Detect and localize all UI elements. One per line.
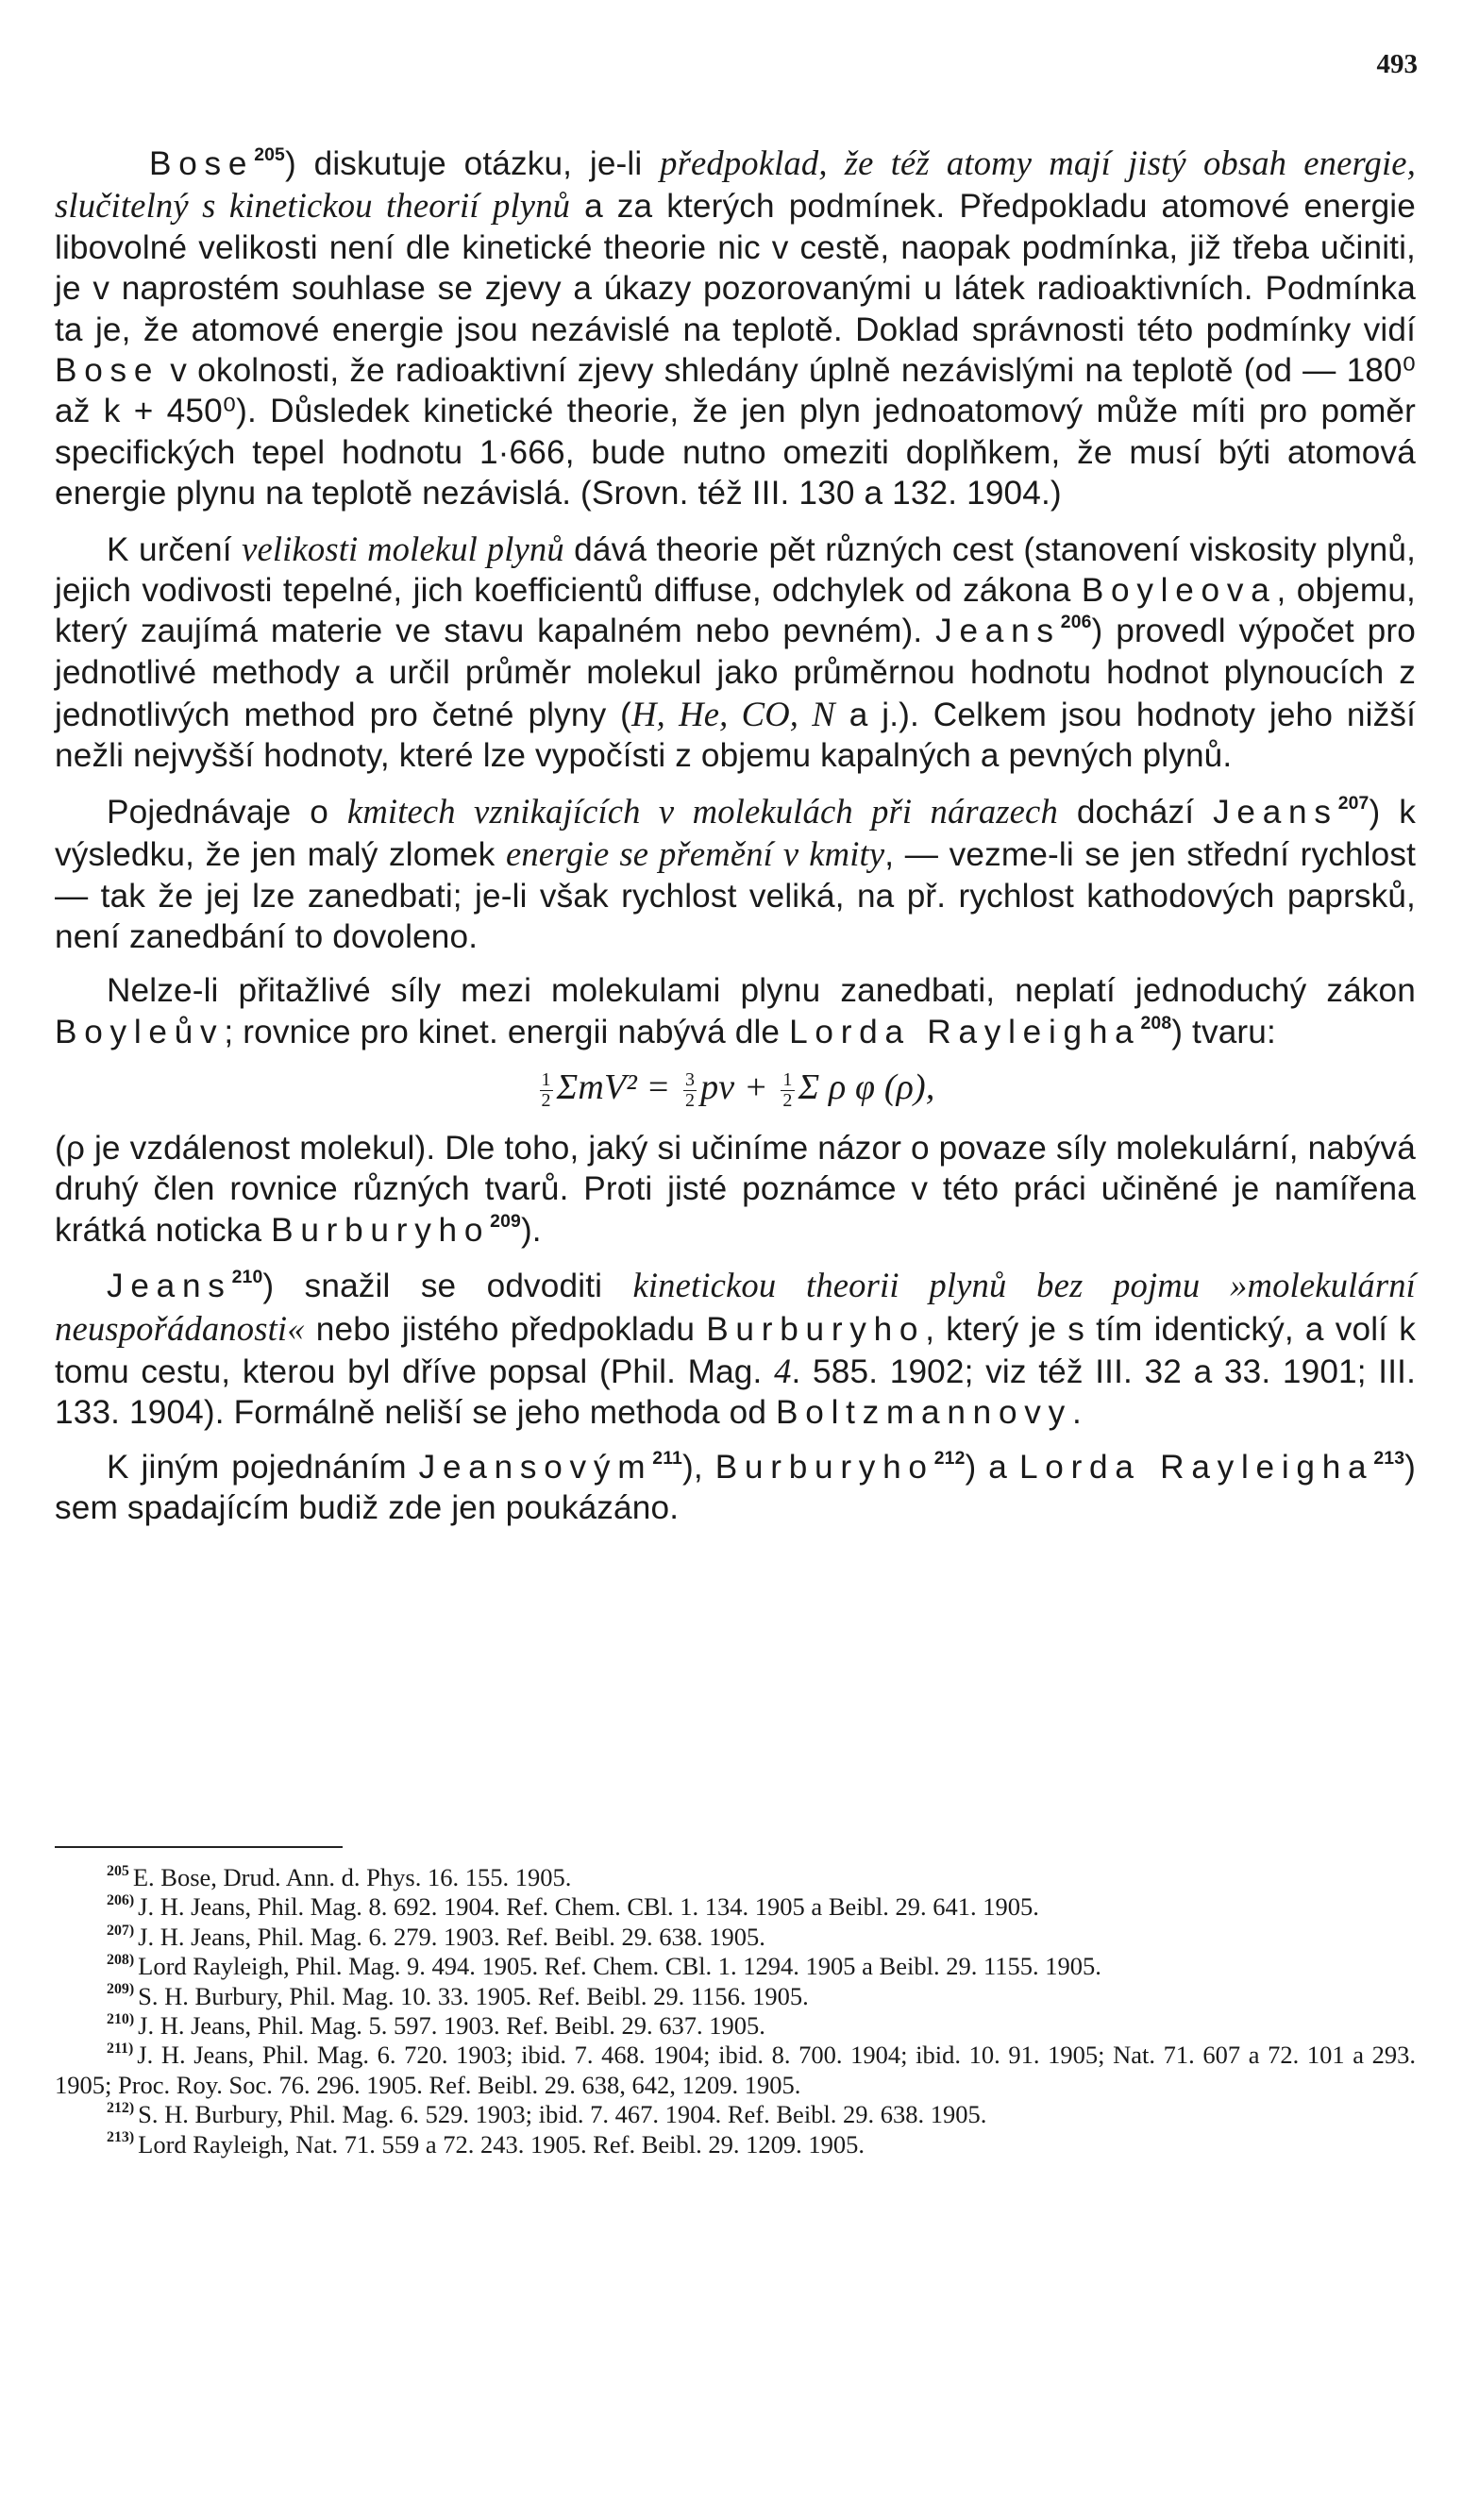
author-name: Lorda Rayleigha [789,1013,1141,1050]
text-run: . 585. 1902; viz též III. 32 a 33. 1901; III. 133. 1904). Formálně neliší se jeho methoda od [55,1352,1416,1432]
footnote-ref[interactable]: 210 [231,1267,263,1288]
footnote-number: 209) [107,1981,135,1998]
rayleigh-equation [55,1066,1416,1111]
paragraph-molecule-size [55,528,1416,777]
footnote-text: S. H. Burbury, Phil. Mag. 6. 529. 1903; ibid. 7. 467. 1904. Ref. Beibl. 29. 638. 1905. [138,2100,987,2129]
text-run: dává theorie pět různých cest (stanovení viskosity plynů, jejich vodivosti tepelné, jich koefficientů diffuse, odchylek od zákona [55,530,1416,609]
footnote-number: 211) [107,2041,134,2058]
author-name: Burburyho [271,1211,491,1249]
text-run: , — vezme-li se jen střední rychlost — tak že jej lze zanedbati; je-li však rychlost veliká, na př. rychlost kathodových paprsků, není zanedbání to dovoleno. [55,836,1417,956]
author-name: Jeans [107,1268,232,1305]
text-run: ), [681,1448,715,1486]
footnote-205 [55,1863,1416,1892]
footnote-213 [55,2130,1416,2159]
numerator: 3 [685,1068,696,1090]
author-name: Lorda Rayleigha [1018,1448,1374,1486]
paragraph-bose [55,142,1416,514]
author-name: Boltzmannovy [776,1394,1072,1432]
text-run: ) sem spadajícím budiž zde jen poukázáno. [55,1448,1416,1527]
text-run: a j.). Celkem jsou hodnoty jeho nižší nežli nejvyšší hodnoty, které lze vypočísti z objemu kapalných a pevných plynů. [55,697,1417,775]
paragraph-jeans-kinetic [55,1264,1416,1434]
equation-term: = [636,1067,680,1108]
footnote-209 [55,1982,1416,2011]
page-number: 493 [1376,49,1418,79]
footnote-number: 205 [107,1862,129,1879]
author-name: Jeans [935,613,1061,650]
paragraph-attractive-forces [55,970,1416,1052]
text-run: dochází [1057,793,1214,831]
text-run: ; rovnice pro kinet. energii nabývá dle [224,1013,790,1050]
footnote-207 [55,1923,1416,1952]
text-run: nebo jistého předpokladu [304,1310,707,1348]
footnote-212 [55,2100,1416,2129]
footnote-ref[interactable]: 213 [1373,1447,1405,1469]
footnote-ref[interactable]: 205 [254,143,285,165]
denominator: 2 [685,1089,696,1111]
emphasis: kinetickou theorii plynů bez pojmu »molekulární neuspořádanosti« [55,1266,1416,1348]
emphasis: 4 [774,1351,792,1390]
text-run: , který je s tím identický, a volí k tomu cestu, kterou byl dříve popsal (Phil. Mag. [55,1310,1416,1390]
footnote-ref[interactable]: 211 [652,1447,682,1469]
author-name: Boyleova [1081,571,1277,609]
numerator: 1 [782,1068,793,1090]
footnote-208 [55,1952,1416,1981]
text-run: Nelze-li přitažlivé síly mezi molekulami plynu zanedbati, neplatí jednoduchý zákon [107,972,1416,1010]
text-run: Pojednávaje o [107,793,347,831]
numerator: 1 [541,1068,551,1090]
text-run: ) provedl výpočet pro jednotlivé methody a určil průměr molekul jako průměrnou hodnotu hodnot plynoucích z jednotlivých method pro četné plyny ( [55,613,1416,734]
footnote-text: Lord Rayleigh, Phil. Mag. 9. 494. 1905. Ref. Chem. CBl. 1. 1294. 1905 a Beibl. 29. 1155. 1905. [138,1952,1101,1981]
text-run: ) k výsledku, že jen malý zlomek [55,793,1416,874]
footnote-text: S. H. Burbury, Phil. Mag. 10. 33. 1905. Ref. Beibl. 29. 1156. 1905. [138,1981,809,2010]
paragraph-other-works [55,1447,1416,1529]
emphasis: velikosti molekul plynů [242,529,564,568]
fraction [540,1070,553,1111]
text-run: a za kterých podmínek. Předpokladu atomové energie libovolné velikosti není dle kinetické theorie nic v cestě, naopak podmínka, již třeba učiniti, je v naprostém souhlase se zjevy a úkazy pozorovanými u látek radioaktivních. Podmínka ta je, že atomové energie jsou nezávislé na teplotě. Doklad správnosti této podmínky vidí [55,188,1416,348]
text-run: . [1071,1394,1082,1432]
author-name: Burburyho [706,1310,926,1348]
text-run: , objemu, který zaujímá materie ve stavu kapalném nebo pevném). [55,571,1416,650]
denominator: 2 [782,1089,793,1111]
footnote-text: Lord Rayleigh, Nat. 71. 559 a 72. 243. 1905. Ref. Beibl. 29. 1209. 1905. [138,2129,865,2159]
footnote-210 [55,2011,1416,2041]
text-run: ) a [965,1448,1019,1486]
text-run: (ρ je vzdálenost molekul). Dle toho, jaký si učiníme názor o povaze síly molekulární, nabývá druhý člen rovnice různých tvarů. Proti jisté poznámce v této práci učiněné je namířena krátká noticka [55,1129,1416,1249]
emphasis: předpoklad, že též atomy mají jistý obsah energie, slučitelný s kinetickou theorií plynů [55,143,1416,226]
denominator: 2 [541,1089,551,1111]
author-name: Burburyho [714,1448,934,1486]
paragraph-rho [55,1128,1416,1251]
text-run: K jiným pojednáním [107,1448,419,1486]
text-run: v okolnosti, že radioaktivní zjevy shledány úplně nezávislými na teplotě (od — 180⁰ až k + 450⁰). Důsledek kinetické theorie, že jen plyn jednoatomový může míti pro poměr specifických tepel hodnotu 1·666, bude nutno omeziti doplňkem, že musí býti atomová energie plynu na teplotě nezávislá. (Srovn. též III. 130 a 132. 1904.) [55,351,1416,512]
footnote-number: 206) [107,1892,135,1909]
equation-term: pv + [700,1067,778,1108]
footnote-211 [55,2041,1416,2100]
paragraph-oscillations [55,790,1416,958]
footnote-number: 212) [107,2100,135,2116]
equation-term: Σ ρ φ (ρ), [798,1067,935,1108]
text-run: K určení [107,530,243,568]
text-run: ). [520,1211,542,1249]
footnote-text: J. H. Jeans, Phil. Mag. 6. 720. 1903; ibid. 7. 468. 1904; ibid. 8. 700. 1904; ibid. 10. 91. 1905; Nat. 71. 607 a 72. 101 a 293. 1905; Proc. Roy. Soc. 76. 296. 1905. Ref. Beibl. 29. 638, 642, 1209. 1905. [55,2041,1416,2099]
footnote-number: 213) [107,2129,135,2146]
fraction [683,1070,697,1111]
emphasis: H, He, CO, N [631,695,835,734]
footnote-text: J. H. Jeans, Phil. Mag. 8. 692. 1904. Ref. Chem. CBl. 1. 134. 1905 a Beibl. 29. 641. 1905. [138,1892,1039,1922]
footnotes [55,1863,1416,2159]
footnote-ref[interactable]: 207 [1337,792,1370,814]
footnote-text: J. H. Jeans, Phil. Mag. 5. 597. 1903. Ref. Beibl. 29. 637. 1905. [138,2010,765,2040]
footnote-ref[interactable]: 208 [1140,1012,1172,1033]
footnote-divider [55,1846,343,1848]
author-name: Jeansovým [418,1448,653,1486]
footnote-number: 207) [107,1922,135,1939]
author-name: Jeans [1213,793,1338,831]
footnote-ref[interactable]: 212 [933,1447,966,1469]
equation-term: ΣmV² [556,1067,637,1108]
emphasis: kmitech vznikajících v molekulách při nárazech [346,791,1058,831]
footnote-text: E. Bose, Drud. Ann. d. Phys. 16. 155. 1905. [132,1863,572,1891]
footnote-text: J. H. Jeans, Phil. Mag. 6. 279. 1903. Ref. Beibl. 29. 638. 1905. [138,1922,765,1951]
footnote-206 [55,1892,1416,1922]
footnote-number: 210) [107,2010,135,2027]
text-run: ) diskutuje otázku, je-li [284,145,661,182]
fraction [781,1070,794,1111]
author-name: Bose [149,145,255,182]
author-name: Boyleův [55,1013,225,1050]
text-run: ) snažil se odvoditi [262,1268,633,1305]
footnote-ref[interactable]: 206 [1060,612,1092,633]
footnote-ref[interactable]: 209 [490,1210,521,1232]
emphasis: energie se přemění v kmity [505,834,885,874]
author-name: Bose [55,351,160,389]
text-run: ) tvaru: [1171,1013,1276,1050]
footnote-number: 208) [107,1952,135,1969]
body-text [55,142,1416,1542]
